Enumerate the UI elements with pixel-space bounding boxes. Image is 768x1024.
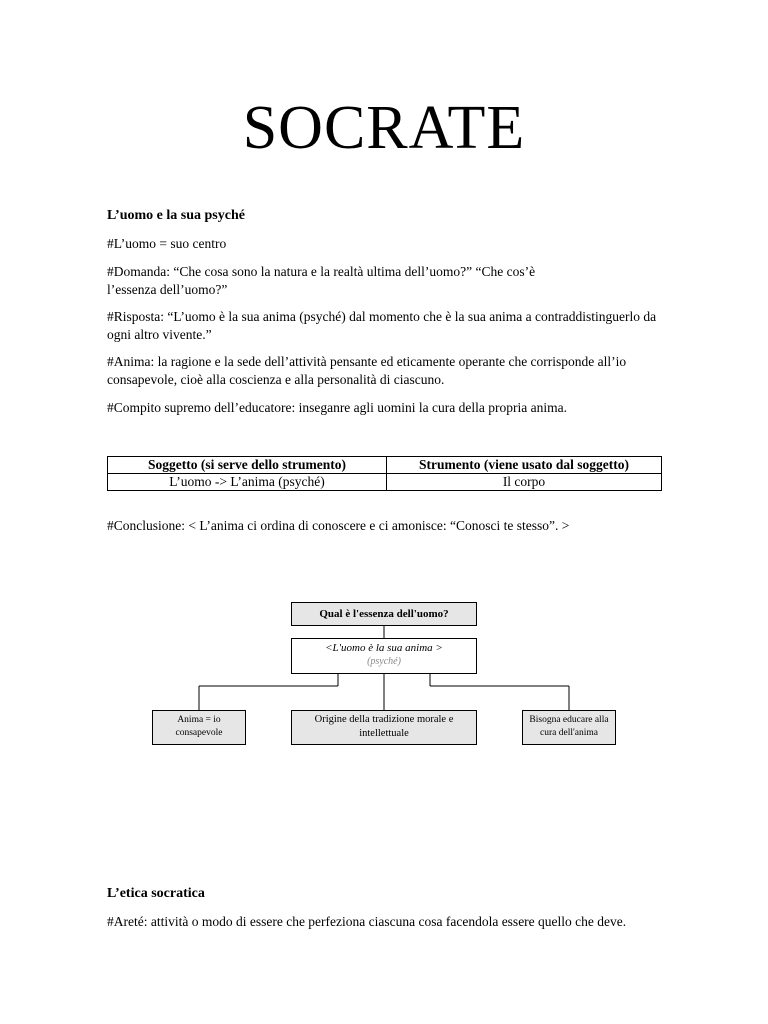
paragraph-uomo-centro: #L’uomo = suo centro <box>107 236 227 251</box>
diagram-answer-line: <L'uomo è la sua anima > <box>325 642 443 654</box>
paragraph-compito: #Compito supremo dell’educatore: inseganre agli uomini la cura della propria anima. <box>107 400 567 415</box>
section-heading-etica: L’etica socratica <box>107 886 205 901</box>
table-cell-soggetto: L’uomo -> L’anima (psyché) <box>108 474 387 491</box>
page-title: SOCRATE <box>242 94 526 162</box>
paragraph-conclusione: #Conclusione: < L’anima ci ordina di conoscere e ci amonisce: “Conosci te stesso”. > <box>107 518 570 533</box>
diagram-node-answer <box>291 638 477 674</box>
diagram-node-anima: Anima = io consapevole <box>152 710 246 745</box>
paragraph-domanda <box>107 263 659 299</box>
table-header-soggetto: Soggetto (si serve dello strumento) <box>108 457 387 474</box>
table-cell-strumento: Il corpo <box>387 474 662 491</box>
diagram-node-tradizione: Origine della tradizione morale e intellettuale <box>291 710 477 745</box>
paragraph-anima: #Anima: la ragione e la sede dell’attività pensante ed eticamente operante che corrisponde all’io consapevole, cioè alla coscienza e alla personalità di ciascuno. <box>107 354 627 387</box>
subject-instrument-table <box>107 456 662 491</box>
diagram-node-question: Qual è l'essenza dell'uomo? <box>291 602 477 626</box>
section-heading-psyche: L’uomo e la sua psyché <box>107 208 245 223</box>
table-header-strumento: Strumento (viene usato dal soggetto) <box>387 457 662 474</box>
paragraph-arete: #Areté: attività o modo di essere che perfeziona ciascuna cosa facendola essere quello che deve. <box>107 914 627 929</box>
diagram-answer-psyche: (psyché) <box>367 656 401 667</box>
diagram-node-educare: Bisogna educare alla cura dell'anima <box>522 710 616 745</box>
table-header-row <box>108 457 662 474</box>
paragraph-domanda-part1: #Domanda: “Che cosa sono la natura e la realtà ultima dell’uomo?” “Che cos’è <box>107 264 536 279</box>
paragraph-domanda-part2: l’essenza dell’uomo?” <box>107 282 228 297</box>
paragraph-risposta: #Risposta: “L’uomo è la sua anima (psyché) dal momento che è la sua anima a contraddistinguerlo da ogni altro vivente.” <box>107 309 657 342</box>
table-row <box>108 474 662 491</box>
